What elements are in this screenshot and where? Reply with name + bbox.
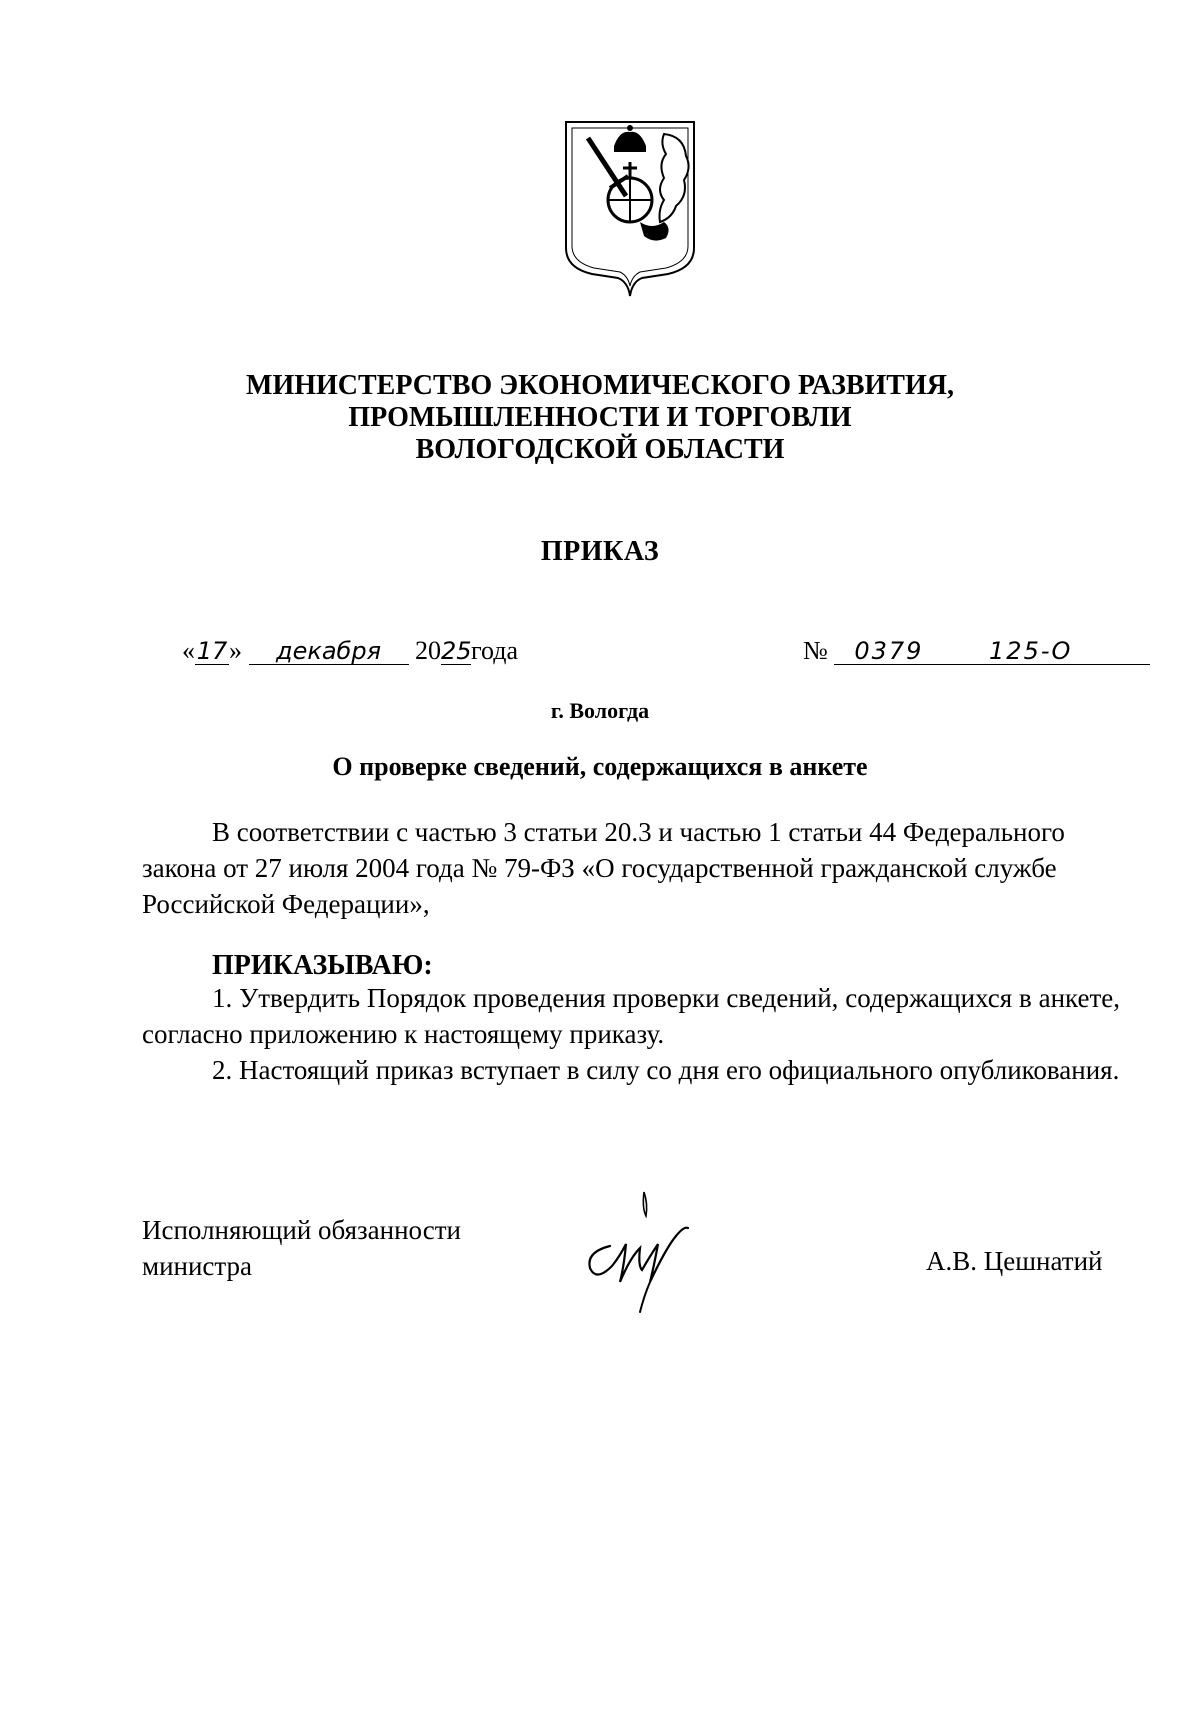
date-open-quote: «	[182, 636, 195, 665]
ministry-line-1: МИНИСТЕРСТВО ЭКОНОМИЧЕСКОГО РАЗВИТИЯ,	[246, 370, 954, 401]
order-number	[803, 636, 1150, 666]
preamble	[142, 814, 1120, 922]
preamble-line-1: В соответствии с частью 3 статьи 20.3 и частью 1 статьи 44 Федерального	[212, 817, 1065, 847]
decree-word: ПРИКАЗЫВАЮ:	[212, 950, 433, 981]
document-title: ПРИКАЗ	[540, 536, 660, 567]
date-year-suffix: 25	[441, 637, 472, 665]
document-subject: О проверке сведений, содержащихся в анкете	[332, 752, 868, 781]
preamble-line-3: Российской Федерации»,	[142, 889, 430, 919]
order-items	[142, 980, 1120, 1088]
signatory-position-line-1: Исполняющий обязанности	[142, 1215, 461, 1245]
preamble-line-2: закона от 27 июля 2004 года № 79-ФЗ «О государственной гражданской службе	[142, 853, 1057, 883]
order-item-2: 2. Настоящий приказ вступает в силу со дня его официального опубликования.	[212, 1055, 1120, 1085]
order-item-1: 1. Утвердить Порядок проведения проверки сведений, содержащихся в анкете, согласно приложению к настоящему приказу.	[142, 983, 1120, 1049]
number-value: 0379	[854, 637, 924, 665]
ministry-line-3: ВОЛОГОДСКОЙ ОБЛАСТИ	[415, 434, 785, 465]
coat-of-arms-icon	[560, 118, 700, 300]
date-close-quote: »	[229, 636, 242, 665]
number-sign: №	[803, 636, 828, 665]
ministry-line-2: ПРОМЫШЛЕННОСТИ И ТОРГОВЛИ	[348, 402, 852, 433]
date-year-word: года	[471, 636, 519, 665]
number-field	[834, 638, 1150, 665]
signatory-position	[142, 1212, 461, 1284]
number-suffix: 125-О	[989, 637, 1073, 665]
date-year-prefix: 20	[415, 636, 441, 665]
handwritten-signature	[580, 1186, 710, 1316]
date-month: декабря	[249, 638, 409, 665]
signatory-position-line-2: министра	[142, 1251, 253, 1281]
signatory-name: А.В. Цешнатий	[926, 1246, 1103, 1276]
date-day: 17	[196, 637, 228, 665]
ministry-name	[0, 370, 1200, 466]
city-name: г. Вологда	[550, 698, 650, 723]
order-date	[182, 636, 518, 666]
